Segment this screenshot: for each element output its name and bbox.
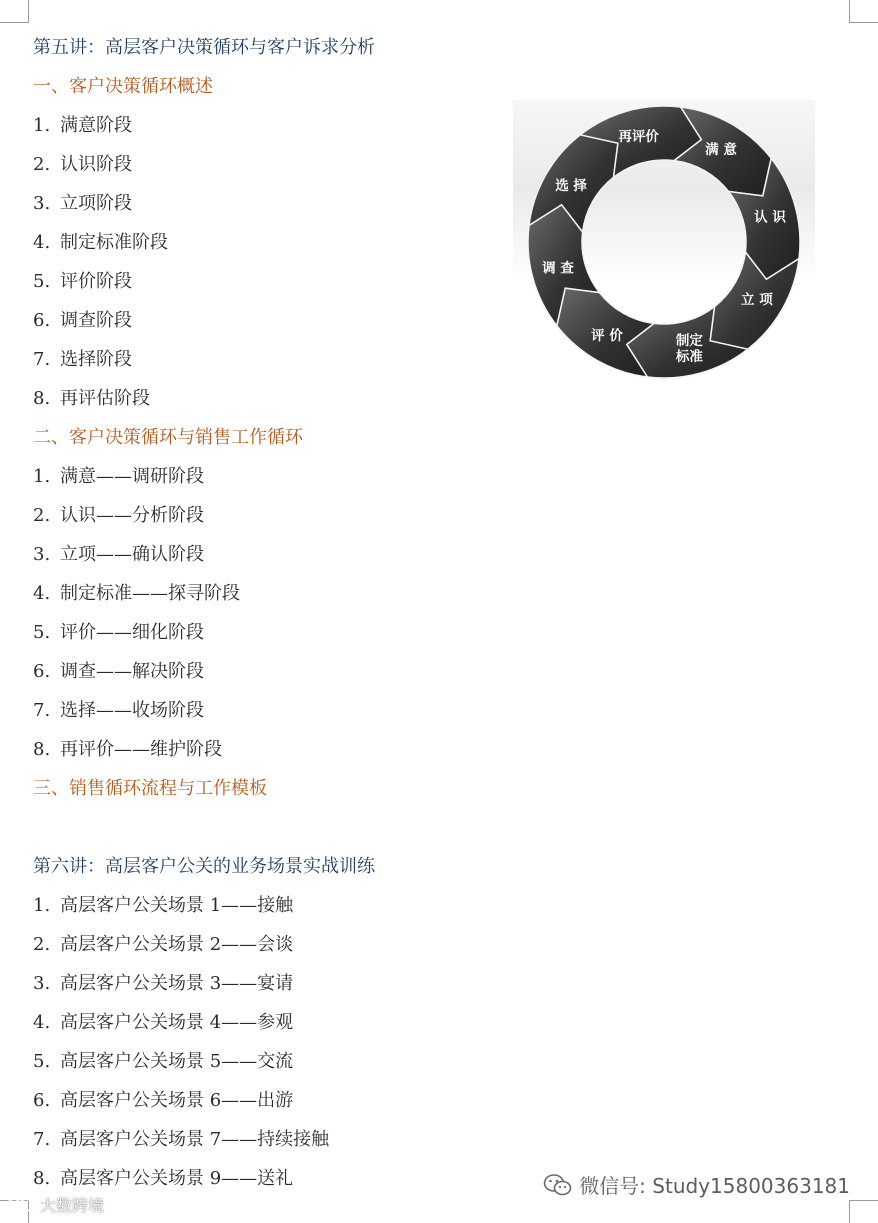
decision-cycle-diagram xyxy=(513,100,815,390)
pr-scenario-item xyxy=(33,1081,493,1120)
decision-stage-item xyxy=(33,145,493,184)
section-3-heading: 三、销售循环流程与工作模板 xyxy=(33,778,267,799)
list-item-number: 5. xyxy=(33,1051,51,1072)
list-item-number: 5. xyxy=(33,622,51,643)
list-item-text: 高层客户公关场景 2——会谈 xyxy=(60,934,294,955)
pr-scenario-item xyxy=(33,1042,493,1081)
lecture-6-title: 第六讲：高层客户公关的业务场景实战训练 xyxy=(33,856,375,877)
list-item-text: 满意——调研阶段 xyxy=(60,466,204,487)
list-item-number: 2. xyxy=(33,154,51,175)
decision-stage-item xyxy=(33,184,493,223)
list-item-number: 7. xyxy=(33,700,51,721)
pr-scenario-item xyxy=(33,1120,493,1159)
list-item-text: 认识——分析阶段 xyxy=(60,505,204,526)
list-item-text: 调查——解决阶段 xyxy=(60,661,204,682)
logo-icon xyxy=(6,1195,36,1215)
cycle-stage-label: 选 择 xyxy=(555,178,587,194)
list-item-number: 3. xyxy=(33,544,51,565)
list-item-text: 评价阶段 xyxy=(60,271,132,292)
wechat-watermark xyxy=(543,1170,850,1199)
cycle-stage-label: 认 识 xyxy=(754,209,786,226)
cycle-stage-label: 再评价 xyxy=(618,129,659,145)
list-item-text: 高层客户公关场景 3——宴请 xyxy=(60,973,294,994)
decision-stage-item xyxy=(33,340,493,379)
list-item-number: 4. xyxy=(33,232,51,253)
cycle-mapping-item xyxy=(33,496,493,535)
cycle-mapping-item xyxy=(33,613,493,652)
section-2-heading: 二、客户决策循环与销售工作循环 xyxy=(33,427,303,448)
list-item-text: 立项阶段 xyxy=(60,193,132,214)
list-item-text: 制定标准——探寻阶段 xyxy=(60,583,240,604)
brand-watermark-text: 大数跨境 xyxy=(40,1196,105,1215)
list-item-number: 5. xyxy=(33,271,51,292)
list-item-number: 3. xyxy=(33,973,51,994)
list-item-number: 1. xyxy=(33,466,51,487)
list-item-number: 6. xyxy=(33,661,51,682)
decision-stage-item xyxy=(33,379,493,418)
list-item-number: 7. xyxy=(33,1129,51,1150)
section-1-list xyxy=(33,106,493,418)
lecture-5-title: 第五讲：高层客户决策循环与客户诉求分析 xyxy=(33,37,375,58)
list-item-text: 高层客户公关场景 4——参观 xyxy=(60,1012,294,1033)
section-1-heading: 一、客户决策循环概述 xyxy=(33,76,213,97)
list-item-text: 高层客户公关场景 9——送礼 xyxy=(60,1168,294,1189)
cycle-stage-label: 满 意 xyxy=(705,142,737,159)
list-item-text: 再评价——维护阶段 xyxy=(60,739,222,760)
cycle-mapping-item xyxy=(33,652,493,691)
page-corner-mark-top-left xyxy=(0,0,29,23)
decision-stage-item xyxy=(33,262,493,301)
cycle-stage-label: 评 价 xyxy=(591,327,623,344)
list-item-number: 2. xyxy=(33,505,51,526)
list-item-text: 认识阶段 xyxy=(60,154,132,175)
list-item-text: 选择阶段 xyxy=(60,349,132,370)
lecture-6-list xyxy=(33,886,493,1198)
cycle-mapping-item xyxy=(33,574,493,613)
cycle-mapping-item xyxy=(33,535,493,574)
list-item-number: 1. xyxy=(33,115,51,136)
list-item-number: 4. xyxy=(33,1012,51,1033)
list-item-number: 4. xyxy=(33,583,51,604)
wechat-watermark-text: 微信号: Study15800363181 xyxy=(579,1174,850,1198)
list-item-text: 满意阶段 xyxy=(60,115,132,136)
brand-watermark xyxy=(6,1193,104,1216)
list-item-number: 6. xyxy=(33,310,51,331)
decision-stage-item xyxy=(33,106,493,145)
decision-stage-item xyxy=(33,301,493,340)
list-item-text: 高层客户公关场景 5——交流 xyxy=(60,1051,294,1072)
decision-cycle-svg xyxy=(513,100,815,390)
list-item-text: 选择——收场阶段 xyxy=(60,700,204,721)
list-item-text: 高层客户公关场景 7——持续接触 xyxy=(60,1129,330,1150)
list-item-text: 再评估阶段 xyxy=(60,388,150,409)
decision-stage-item xyxy=(33,223,493,262)
list-item-text: 评价——细化阶段 xyxy=(60,622,204,643)
list-item-number: 3. xyxy=(33,193,51,214)
pr-scenario-item xyxy=(33,964,493,1003)
list-item-number: 7. xyxy=(33,349,51,370)
document-body xyxy=(33,28,493,1198)
cycle-mapping-item xyxy=(33,691,493,730)
list-item-number: 8. xyxy=(33,1168,51,1189)
page-corner-mark-top-right xyxy=(849,0,878,23)
blank-line xyxy=(33,808,493,847)
pr-scenario-item xyxy=(33,1003,493,1042)
list-item-number: 2. xyxy=(33,934,51,955)
list-item-text: 调查阶段 xyxy=(60,310,132,331)
pr-scenario-item xyxy=(33,886,493,925)
list-item-text: 制定标准阶段 xyxy=(60,232,168,253)
list-item-number: 6. xyxy=(33,1090,51,1111)
section-2-list xyxy=(33,457,493,769)
list-item-text: 高层客户公关场景 1——接触 xyxy=(60,895,294,916)
cycle-mapping-item xyxy=(33,730,493,769)
pr-scenario-item xyxy=(33,925,493,964)
cycle-mapping-item xyxy=(33,457,493,496)
list-item-text: 高层客户公关场景 6——出游 xyxy=(60,1090,294,1111)
cycle-stage-label: 立 项 xyxy=(741,292,773,308)
list-item-number: 1. xyxy=(33,895,51,916)
page-corner-mark-bottom-right xyxy=(849,1200,878,1223)
list-item-number: 8. xyxy=(33,388,51,409)
list-item-number: 8. xyxy=(33,739,51,760)
cycle-stage-label: 制定标准 xyxy=(675,333,703,365)
cycle-stage-label: 调 查 xyxy=(542,260,574,277)
list-item-text: 立项——确认阶段 xyxy=(60,544,204,565)
wechat-icon xyxy=(543,1173,573,1197)
